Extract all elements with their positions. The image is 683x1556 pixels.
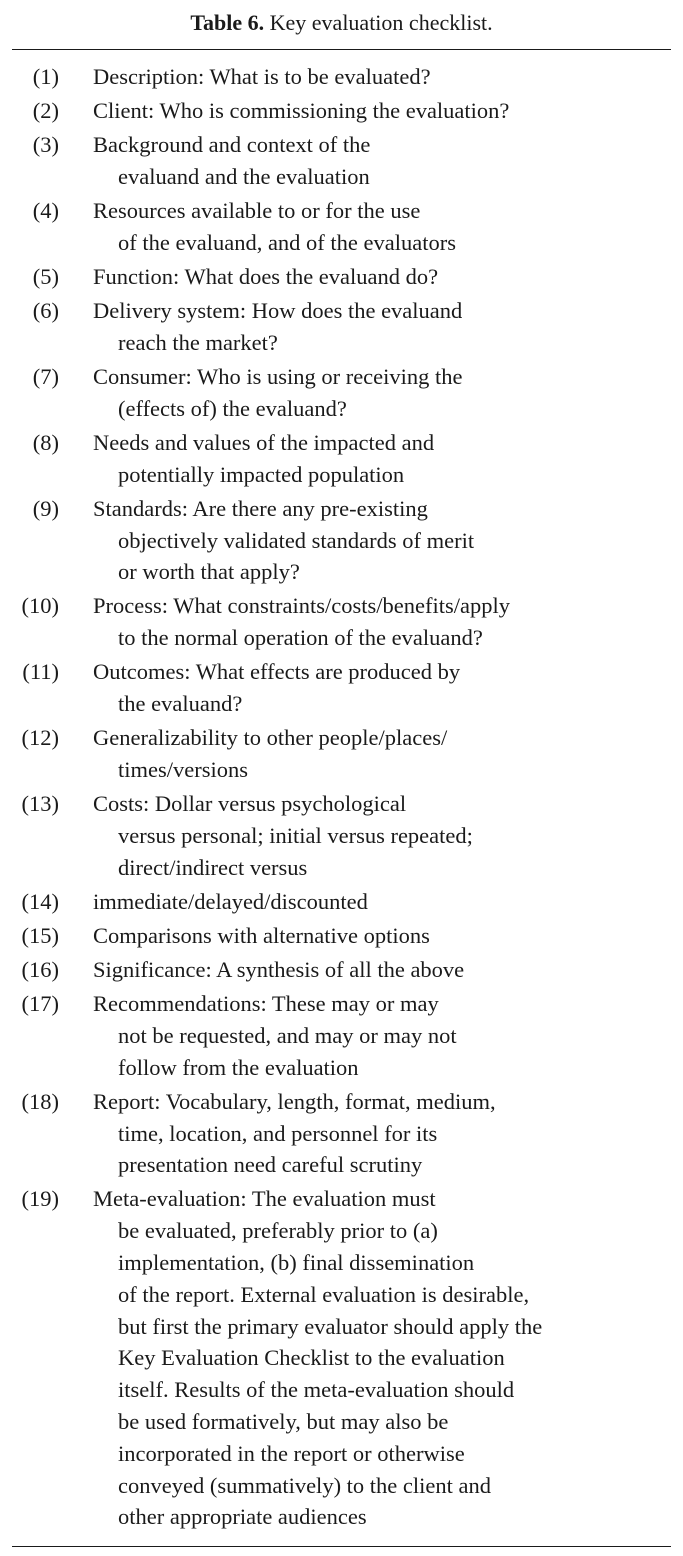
item-text-line: Process: What constraints/costs/benefits/apply xyxy=(93,593,511,619)
item-text xyxy=(93,361,673,425)
table-caption xyxy=(0,8,683,38)
item-number: (18) xyxy=(21,1088,59,1114)
item-text-line: times/versions xyxy=(118,757,248,782)
item-text-line: Description: What is to be evaluated? xyxy=(93,64,431,89)
item-text-line: Consumer: Who is using or receiving the xyxy=(93,363,463,389)
checklist-item xyxy=(0,954,683,986)
item-text xyxy=(93,988,673,1083)
item-number: (4) xyxy=(32,198,59,224)
item-text xyxy=(93,1086,673,1181)
item-text xyxy=(93,129,673,193)
item-number: (6) xyxy=(32,298,59,324)
checklist-item xyxy=(0,920,683,952)
item-text-line: (effects of) the evaluand? xyxy=(118,395,347,421)
item-text-line: Background and context of the xyxy=(93,132,371,158)
checklist-item xyxy=(0,95,683,127)
item-text-line: evaluand and the evaluation xyxy=(118,163,370,189)
item-number: (10) xyxy=(21,593,59,619)
checklist-item xyxy=(0,427,683,491)
item-text xyxy=(93,656,673,720)
item-text-line: reach the market? xyxy=(118,329,278,355)
item-text-line: Meta-evaluation: The evaluation must xyxy=(93,1186,436,1212)
item-text-line: Delivery system: How does the evaluand xyxy=(93,298,463,324)
item-text xyxy=(93,195,673,259)
item-text-line: time, location, and personnel for its xyxy=(118,1120,438,1146)
item-text-line: Costs: Dollar versus psychological xyxy=(93,791,407,817)
top-rule xyxy=(12,49,671,50)
item-text-line: the evaluand? xyxy=(118,691,243,717)
item-number: (9) xyxy=(32,495,59,521)
item-text-line: or worth that apply? xyxy=(118,559,300,585)
item-text-line: Report: Vocabulary, length, format, medium, xyxy=(93,1088,496,1114)
item-text-line: of the evaluand, and of the evaluators xyxy=(118,229,456,255)
item-number: (5) xyxy=(32,263,59,289)
item-number: (13) xyxy=(21,791,59,817)
item-number: (17) xyxy=(21,991,59,1017)
item-text-line: to the normal operation of the evaluand? xyxy=(118,625,483,651)
item-text-line: be used formatively, but may also be xyxy=(118,1409,449,1435)
checklist-item xyxy=(0,361,683,425)
item-number: (15) xyxy=(21,922,59,948)
item-text-line: conveyed (summatively) to the client and xyxy=(118,1472,492,1498)
item-text-line: direct/indirect versus xyxy=(118,854,308,880)
checklist-item xyxy=(0,988,683,1083)
item-text-line: Resources available to or for the use xyxy=(93,198,421,224)
item-number: (12) xyxy=(21,725,59,751)
item-text-line: incorporated in the report or otherwise xyxy=(118,1440,465,1466)
item-text-line: follow from the evaluation xyxy=(118,1054,359,1080)
item-number: (14) xyxy=(21,888,59,914)
item-text-line: not be requested, and may or may not xyxy=(118,1022,457,1048)
checklist-item xyxy=(0,886,683,918)
checklist-item xyxy=(0,195,683,259)
item-number: (1) xyxy=(32,64,59,89)
item-text xyxy=(93,61,673,93)
item-text-line: Key Evaluation Checklist to the evaluation xyxy=(118,1345,505,1371)
item-text xyxy=(93,1183,673,1533)
item-text-line: itself. Results of the meta-evaluation should xyxy=(118,1377,515,1403)
item-text-line: potentially impacted population xyxy=(118,461,405,487)
item-text-line: presentation need careful scrutiny xyxy=(118,1152,423,1178)
checklist-item xyxy=(0,261,683,293)
item-number: (2) xyxy=(32,98,59,124)
checklist xyxy=(0,61,683,1536)
checklist-item xyxy=(0,61,683,93)
item-text xyxy=(93,261,673,293)
item-text xyxy=(93,920,673,952)
item-text-line: objectively validated standards of merit xyxy=(118,527,475,553)
table-title: Key evaluation checklist. xyxy=(269,10,493,35)
item-text-line: immediate/delayed/discounted xyxy=(93,888,368,914)
item-text xyxy=(93,295,673,359)
item-text-line: of the report. External evaluation is desirable, xyxy=(118,1281,530,1307)
checklist-item xyxy=(0,1183,683,1533)
item-text xyxy=(93,427,673,491)
checklist-item xyxy=(0,788,683,883)
table-label: Table 6. xyxy=(190,10,265,35)
checklist-item xyxy=(0,722,683,786)
item-text-line: versus personal; initial versus repeated; xyxy=(118,822,473,848)
item-text-line: Recommendations: These may or may xyxy=(93,991,439,1017)
checklist-item xyxy=(0,129,683,193)
item-text-line: Client: Who is commissioning the evaluation? xyxy=(93,98,510,124)
item-text-line: implementation, (b) final dissemination xyxy=(118,1250,475,1276)
item-text xyxy=(93,95,673,127)
item-text-line: Needs and values of the impacted and xyxy=(93,429,435,455)
checklist-item xyxy=(0,590,683,654)
checklist-item xyxy=(0,295,683,359)
item-number: (7) xyxy=(32,363,59,389)
checklist-item xyxy=(0,1086,683,1181)
item-text-line: Outcomes: What effects are produced by xyxy=(93,659,461,685)
item-text-line: Comparisons with alternative options xyxy=(93,922,430,948)
item-text xyxy=(93,722,673,786)
item-text xyxy=(93,788,673,883)
checklist-item xyxy=(0,656,683,720)
item-text xyxy=(93,590,673,654)
item-number: (3) xyxy=(32,132,59,158)
item-number: (19) xyxy=(21,1186,59,1212)
checklist-item xyxy=(0,493,683,588)
bottom-rule xyxy=(12,1546,671,1547)
item-number: (16) xyxy=(21,956,59,982)
item-text-line: but first the primary evaluator should apply the xyxy=(118,1313,543,1339)
item-text xyxy=(93,954,673,986)
item-text-line: Function: What does the evaluand do? xyxy=(93,263,439,289)
item-text-line: be evaluated, preferably prior to (a) xyxy=(118,1218,438,1244)
item-number: (8) xyxy=(32,429,59,455)
item-text xyxy=(93,886,673,918)
item-text-line: other appropriate audiences xyxy=(118,1504,367,1530)
item-text xyxy=(93,493,673,588)
item-number: (11) xyxy=(22,659,59,685)
item-text-line: Standards: Are there any pre-existing xyxy=(93,495,428,521)
item-text-line: Generalizability to other people/places/ xyxy=(93,725,448,751)
item-text-line: Significance: A synthesis of all the above xyxy=(93,956,465,982)
